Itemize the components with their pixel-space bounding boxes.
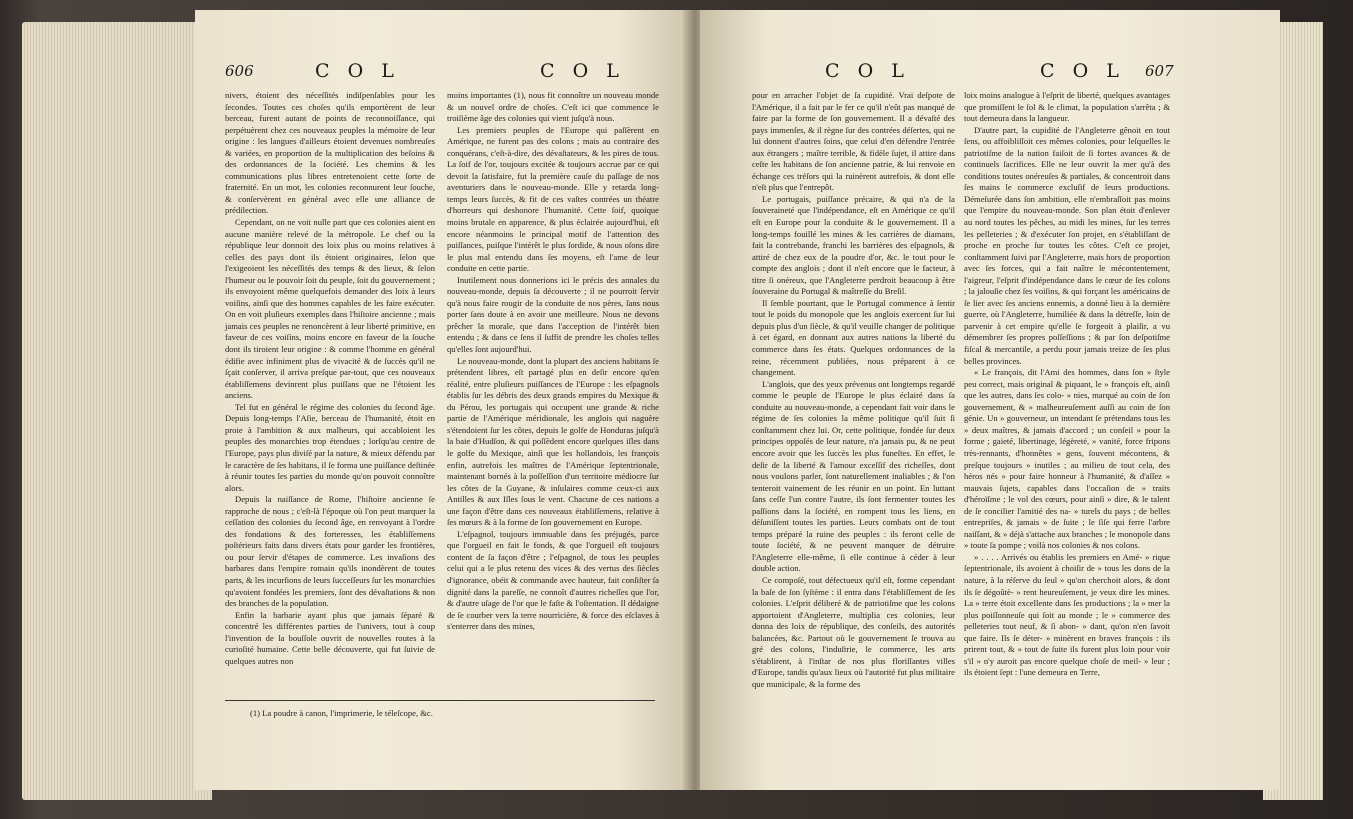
paragraph: Depuis la naiſſance de Rome, l'hiſtoire ancienne ſe rapproche de nous ; c'eſt-là l'époque où l'on peut marquer la ceſſation des colonies du ſecond âge, en renvoyant à l'ordre des fondations & des forteresses, les établiſſemens poſtérieurs faits dans divers états pour garder les frontières, ou pour ſervir d'étapes de commerce. Les invaſions des barbares dans l'empire romain qu'ils inondèrent de toutes parts, & les incurſions de leurs ſucceſſeurs ſur les monarchies qu'avoient fondées les premiers, ſont des dévaſtations & non des branches de la population. — [225, 494, 435, 609]
left-page-column-1 — [225, 90, 435, 667]
running-head-right-2: C O L — [1040, 60, 1125, 82]
running-head-left-2: C O L — [540, 60, 625, 82]
paragraph: Il ſemble pourtant, que le Portugal commence à ſentir tout le poids du monopole que les anglois exercent ſur lui depuis plus d'un ſiècle, & qu'il veuille changer de politique à cet égard, en donnant aux autres nations la liberté du commerce dans ſes états. Quelques ordonnances de la reine, récemment publiées, nous préparent à ce changement. — [752, 297, 955, 378]
paragraph: Inutilement nous donnerions ici le précis des annales du nouveau-monde, depuis ſa découverte ; il ne pourroit ſervir qu'à nous faire rougir de la conduite de nos pères, ſans nous porter ſans doute à en avoir une meilleure. Nous ne devons prêcher la morale, que dans l'acception de l'intérêt bien entendu ; & dans ce ſens il ſuffit de prendre les choſes telles qu'elles ſont aujourd'hui. — [447, 274, 659, 355]
footnote: (1) La poudre à canon, l'imprimerie, le téleſcope, &c. — [250, 708, 433, 718]
right-page — [700, 10, 1280, 790]
paragraph: nivers, étoient des néceſſités indiſpenſables pour les ſecondes. Toutes ces choſes qu'ils emportèrent de leur berceau, furent autant de points de reconnoiſſance, qui perpétuèrent chez ces nouveaux peuples la mémoire de leur origine : les langues d'ailleurs étoient devenues nombreuſes & variées, en proportion de la multiplication des beſoins & des ordonnances de la ſociété. Les chemins & les communications plus libres entretenoient cette ſorte de fraternité. En un mot, les colonies reconnurent leur ſouche, & conſervèrent en général avec elle une alliance de prédilection. — [225, 90, 435, 216]
paragraph: L'anglois, que des yeux prévenus ont longtemps regardé comme le peuple de l'Europe le plus éclairé dans ſa conduite au nouveau-monde, a cependant fait voir dans le régime de ſes colonies la même politique qu'il ſuit ſi conſtamment chez lui. Or, cette politique, fondée ſur deux principes oppoſés de leur nature, n'a jamais pu, & ne peut encore avoir que les ſuccès les plus funeſtes. En effet, le deſir de la liberté & l'amour exceſſif des richeſſes, dont nous voulons parler, ſont naturellement inaliables ; & l'on tenteroit vainement de les réunir en un point. En luttant ſans ceſſe l'un contre l'autre, ils ſont fermenter toutes les paſſions dans la ſociété, en rompent tous les liens, en déſuniſſent toutes les parties. Leurs combats ont de tout temps préparé la ruine des peuples : ils feront celle de toute ſociété, & ne peuvent manquer de détruire l'Angleterre elle-même, ſi elle continue à céder à leur double action. — [752, 378, 955, 574]
left-page — [195, 10, 690, 790]
paragraph: pour en arracher l'objet de ſa cupidité. Vrai deſpote de l'Amérique, il a fait par le fer ce qu'il n'eût pas manqué de faire par la forme de ſon gouvernement. Il a dévaſté des pays immenſes, & il règne ſur des contrées déſertes, qui ne lui donnent d'autres ſoins, que celui d'en défendre l'entrée aux étrangers ; maître terrible, & fidèle ſujet, il attire dans ceſte les habitans de ſon ancienne patrie, & lui renvoie en échange ces tréſors qui la ruinèrent autrefois, & dont elle n'eſt plus que l'entrepôt. — [752, 90, 955, 193]
paragraph: Le nouveau-monde, dont la plupart des anciens habitans ſe prétendent libres, eſt partagé plus en deſir encore qu'en réalité, entre pluſieurs puiſſances de l'Europe : les eſpagnols établis ſur les débris des deux grands empires du Mexique & du Pérou, les portugais qui occupent une grande & riche partie de l'Amérique méridionale, les anglois qui naguère s'étendoient ſur les côtes, depuis le golfe de Honduras juſqu'à la baie d'Hudſon, & qui poſſèdent encore quelques iſles dans le golfe du Mexique, ainſi que les hollandois, les françois enfin, autrefois les maîtres de l'Amérique ſeptentrionale, maintenant bornés à la poſſeſſion d'un territoire médiocre ſur les côtes de la Guyane, & inſulaires comme ceux-ci aux Antilles & aux Iſles ſous le vent. Chacune de ces nations a une façon d'être dans ces nouveaux établiſſemens, relative à ſes mœurs & à la forme de ſon gouvernement en Europe. — [447, 355, 659, 528]
paragraph: Enfin la barbarie ayant plus que jamais ſéparé & concentré les différentes parties de l'univers, tout à coup l'invention de la bouſſole ouvrit de nouvelles routes à la curioſité humaine. Cette belle découverte, qui fut ſuivie de quelques autres non — [225, 609, 435, 666]
right-page-column-2 — [964, 90, 1170, 679]
paragraph: moins importantes (1), nous fit connoître un nouveau monde & un nouvel ordre de choſes. C'eſt ici que commence le troiſième âge des colonies qui vient juſqu'à nous. — [447, 90, 659, 124]
paragraph: Ce compoſé, tout défectueux qu'il eſt, forme cependant la baſe de ſon ſyſtème : il entra dans l'établiſſement de ſes colonies. L'eſprit déliberé & de patriotiſme que les colons apportoient d'Angleterre, multiplia ces colonies, leur donna des loix de république, des conſeils, des autorités balancées, &c. Partout où le gouvernement ſe trouva au gré des colons, l'induſtrie, le commerce, les arts s'établirent, à l'inſtar de nos plus floriſſantes villes d'Europe, tandis qu'aux lieux où l'autorité fut plus militaire que municipale, & la forme des — [752, 574, 955, 689]
page-stack-left — [22, 22, 212, 800]
paragraph: « Le françois, dit l'Ami des hommes, dans ſon » ſtyle peu correct, mais original & piquant, le » françois eſt, ainſi que les autres, dans ſes colo- » nies, marqué au coin de ſon gouvernement, & » malheureuſement auſſi au coin de ſon génie. Un » gouverneur, un intendant ſe prétendans tous les » deux maîtres, & jamais d'accord ; un conſeil » pour la forme ; gaieté, libertinage, légèreté, » vanité, force fripons très-rennants, d'honnêtes » gens, ſouvent mécontens, & preſque toujours » inutiles ; au milieu de tout cela, des héros nés » pour faire honneur à l'humanité, & d'aſſez » mauvais ſujets, capables dans l'occaſion de » traits d'héroïſme ; le vol des cœurs, pour ainſi » dire, & le talent de ſe concilier l'amitié des na- » turels du pays ; de belles entrepriſes, & jamais » de ſuite ; le ſiſe qui ferre l'arbre naiſſant, & » déjà s'attache aux branches ; le monopole dans » toute ſa pompe ; voilà nos colonies & nos colons. — [964, 367, 1170, 551]
paragraph: D'autre part, la cupidité de l'Angleterre gênoit en tout ſens, ou affoibliſſoit ces mêmes colonies, pour leſquelles le patriotiſme de la nation faiſoit de ſi fortes avances & de continuels ſacrifices. Elle ne leur ouvrit la mer qu'à des conditions toutes onéreuſes & partiales, & concentroit dans ſes mains le commerce excluſif de leurs productions. Démeſurée dans ſon ambition, elle n'embraſſoit pas moins que l'empire du nouveau-monde. Son plan étoit d'enlever au nord toutes les pêches, au midi les mines, ſur les terres les pelleteries ; & d'exécuter ſon projet, en s'établiſſant de proche en proche ſur toutes les côtes. C'eſt ce projet, conſtamment ſuivi par l'Angleterre, mais hors de proportion avec ſes forces, qui a fait naître le mécontentement, l'aigreur, l'eſprit d'indépendance dans le cœur de ſes colons ; la jalouſie chez ſes voiſins, & qui forçant les américains de ſe lier avec ſes anciens ennemis, a donné lieu à la dernière guerre, où l'Angleterre, humiliée & dans la détreſſe, loin de parvenir à cet empire qu'elle ſe forgeoit à plaiſir, a vu démembrer ſes propres poſſeſſions ; & par ſon deſpotiſme fiſcal & mercantile, a perdu pour jamais treize de ſes plus belles provinces. — [964, 124, 1170, 366]
page-number-right: 607 — [1145, 62, 1174, 80]
paragraph: loix moins analogue à l'eſprit de liberté, quelques avantages que promiſſent le ſol & le climat, la population s'arrêta ; & tout demeura dans la langueur. — [964, 90, 1170, 124]
left-page-column-2 — [447, 90, 659, 633]
page-number-left: 606 — [225, 62, 254, 80]
paragraph: Tel fut en général le régime des colonies du ſecond âge. Depuis long-temps l'Aſie, berceau de l'humanité, étoit en proie à l'ambition & aux malheurs, qui accabloient les peuples des monarchies trop étendues ; lorſqu'au centre de l'Europe, pays plus diviſé par la nature, & mieux défendu par le caractère de ſes habitans, il ſe forma une puiſſance deſtinée à réunir toutes les parties du monde qu'on pouvoit connoître alors. — [225, 401, 435, 493]
footnote-rule — [225, 700, 655, 701]
running-head-left-1: C O L — [315, 60, 400, 82]
paragraph: L'eſpagnol, toujours immuable dans ſes préjugés, parce que l'orgueil en fait le fonds, & que l'orgueil eſt toujours content de ſa façon d'être ; l'eſpagnol, de tous les peuples celui qui a le plus retenu des vices & des vertus des ſiècles d'ignorance, obéit & commande avec hauteur, fait conſiſter ſa dignité dans la pareſſe, ne connoît d'autres richeſſes que l'or, & d'autre uſage de l'or que le faſte & l'oſtentation. Il dédaigne de ſe courber vers la terre nourricière, & force des eſclaves à s'enterrer dans des mines, — [447, 528, 659, 632]
paragraph: Cependant, on ne voit nulle part que ces colonies aient en aucune manière relevé de la métropole. Le chef ou la république leur donnoit des loix plus ou moins relatives à celles des pays dont ils étoient originaires, ſelon que l'exigeoient les néceſſités des temps & des lieux, & ſelon l'humeur ou le pouvoir ſoit du peuple, ſoit du gouvernement ; ils envoyoient même quelquefois demander des loix à leurs voiſins, ainſi que des hommes capables de les faire exécuter. On en voit pluſieurs exemples dans l'hiſtoire ancienne ; mais jamais ces peuples ne renoncèrent à leur liberté primitive, en faveur de ces voiſins, moins encore en faveur de la ſouche dont ils tiroient leur origine : & comme l'homme en général édifie avec infiniment plus de vivacité & de ſuccès qu'il ne ſçait conſerver, il arriva preſque par-tout, que ces nouveaux établiſſemens devinrent plus puiſſans que ne l'étoient les anciens. — [225, 217, 435, 401]
paragraph: Le portugais, puiſſance précaire, & qui n'a de la ſouveraineté que l'indépendance, eſt en Amérique ce qu'il eſt en Europe pour la conduite & le gouvernement. Il a long-temps fouillé les mines & les carrières de diamans, fait la contrebande, franchi les barrières des eſpagnols, & attiré de chez eux de la poudre d'or, &c. le tout pour le compte des anglois ; dont il n'eſt encore que le facteur, à titre ſi onéreux, que l'Angleterre perdroit beaucoup à être ſouveraine du Portugal & maîtreſſe du Breſil. — [752, 193, 955, 297]
paragraph: » . . . . Arrivés ou établis les premiers en Amé- » rique ſeptentrionale, ils avoient à choiſir de » tous les dons de la nature, à la réſerve du ſeul » qu'on cherchoit alors, & dont ils ſe dégoûtè- » rent heureuſement, je veux dire les mines. La » terre étoit excellente dans ſes productions ; la » mer la plus poiſſonneuſe qui ſoit au monde ; le » commerce des pelleteries tout neuf, & ſi abon- » dant, qu'on n'en ſavoit que faire. Ils ſe déter- » minèrent en braves françois : ils prirent tout, & » tout de ſuite ils furent plus loin pour voir s'il » n'y auroit pas encore quelque choſe de meil- » leur ; ils étoient ſept : l'une demeura en Terre, — [964, 551, 1170, 678]
paragraph: Les premiers peuples de l'Europe qui paſſèrent en Amérique, ne furent pas des colons ; mais au contraire des conquérans, c'eſt-à-dire, des dévaſtateurs, & les pires de tous. La ſoif de l'or, toujours excitée & toujours accrue par ce qui devoit la ſatisfaire, fut la première cauſe du paſſage de nos aventuriers dans le nouveau-monde. Elle y retarda long-temps leurs ſuccès, & fit de ces vaſtes contrées un théatre d'horreurs qui deshonore l'humanité. Cette ſoif, quoique moins brutale en apparence, & plus éclairée aujourd'hui, eſt encore néanmoins le principal motif de l'attention des puiſſances, puiſque l'intérêt le plus ſordide, & nous oſons dire le plus mal entendu dans ſes moyens, eſt l'ame de leur conduite en cette partie. — [447, 124, 659, 274]
running-head-right-1: C O L — [825, 60, 910, 82]
right-page-column-1 — [752, 90, 955, 690]
